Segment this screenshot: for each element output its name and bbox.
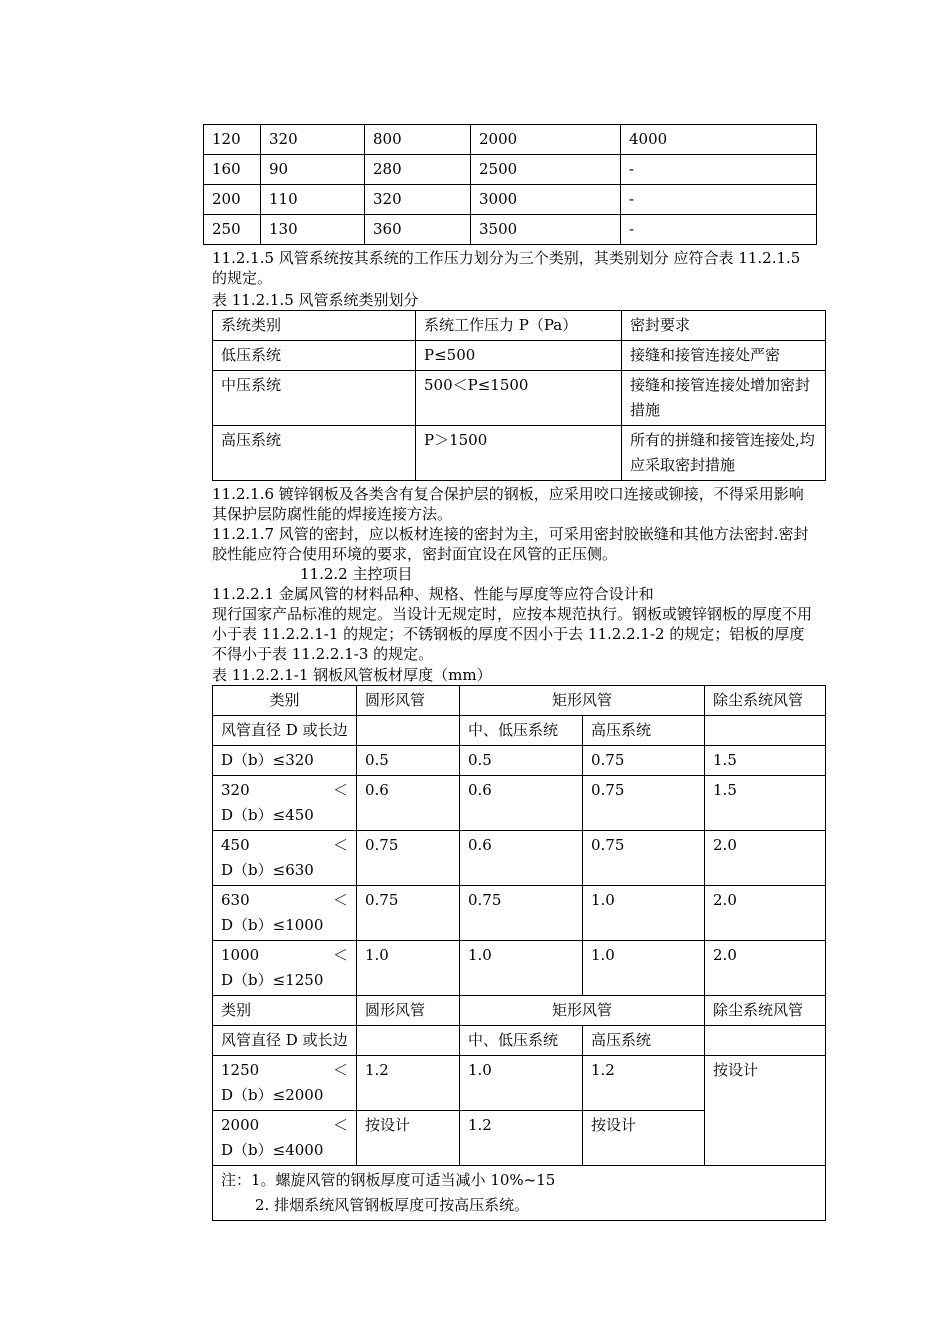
table-cell: 0.6 <box>460 831 583 886</box>
table-cell <box>213 886 357 941</box>
table-row <box>213 426 826 481</box>
header-cell: 除尘系统风管 <box>705 996 826 1026</box>
range-start: 2000 <box>221 1116 260 1134</box>
table-cell: 3500 <box>471 215 621 245</box>
table-row <box>213 1056 826 1111</box>
table-cell: 4000 <box>621 125 817 155</box>
table-cell: 200 <box>204 185 261 215</box>
table-cell: 0.6 <box>460 776 583 831</box>
table-cell: 1.5 <box>705 776 826 831</box>
range-end: D（b）≤1000 <box>221 916 324 934</box>
header-cell: 矩形风管 <box>460 686 705 716</box>
table-cell: 1.0 <box>460 1056 583 1111</box>
table-cell: 130 <box>261 215 365 245</box>
table-cell: 250 <box>204 215 261 245</box>
table-cell: 2.0 <box>705 831 826 886</box>
table-cell: 1.2 <box>357 1056 460 1111</box>
header-cell: 除尘系统风管 <box>705 686 826 716</box>
table-cell: 2.0 <box>705 941 826 996</box>
header-cell: 风管直径 D 或长边 <box>213 1026 357 1056</box>
table-cell: 500＜P≤1500 <box>416 371 622 426</box>
paragraph-11221: 现行国家产品标准的规定。当设计无规定时，应按本规范执行。钢板或镀锌钢板的厚度不用小于表 11.2.2.1-1 的规定；不锈钢板的厚度不因小于去 11.2.2.1-2 的规定；铝板的厚度不得小于表 11.2.2.1-3 的规定。 <box>212 605 813 663</box>
table-cell: 0.75 <box>460 886 583 941</box>
header-cell: 圆形风管 <box>357 686 460 716</box>
range-start: 320 <box>221 781 250 799</box>
range-start: 1250 <box>221 1061 260 1079</box>
table-cell: 接缝和接管连接处增加密封措施 <box>622 371 826 426</box>
less-than-symbol: ＜ <box>332 891 348 909</box>
table-cell <box>213 1111 357 1166</box>
table-caption-11215: 表 11.2.1.5 风管系统类别划分 <box>212 291 419 309</box>
table-cell: 320 <box>261 125 365 155</box>
table-cell <box>213 746 357 776</box>
table-cell: P＞1500 <box>416 426 622 481</box>
table-cell: 1.2 <box>460 1111 583 1166</box>
table-cell <box>213 831 357 886</box>
table-header-row <box>213 716 826 746</box>
table-note <box>213 1166 826 1221</box>
table-row <box>213 886 826 941</box>
range-end: D（b）≤630 <box>221 861 314 879</box>
header-cell <box>705 1026 826 1056</box>
table-cell: 1.2 <box>583 1056 705 1111</box>
table-cell: 按设计 <box>583 1111 705 1166</box>
table-cell <box>213 941 357 996</box>
header-cell: 类别 <box>213 686 357 716</box>
table-cell: 0.6 <box>357 776 460 831</box>
table-cell: 90 <box>261 155 365 185</box>
table-row <box>213 776 826 831</box>
note-line-1: 注：1。螺旋风管的钢板厚度可适当减小 10%~15 <box>221 1171 556 1189</box>
table-row <box>204 155 817 185</box>
table-row <box>213 746 826 776</box>
header-cell: 中、低压系统 <box>460 716 583 746</box>
table-cell: 2000 <box>471 125 621 155</box>
header-cell: 矩形风管 <box>460 996 705 1026</box>
table-cell: 110 <box>261 185 365 215</box>
table-header-row <box>213 996 826 1026</box>
top-table <box>203 124 817 245</box>
table-cell: 所有的拼缝和接管连接处,均应采取密封措施 <box>622 426 826 481</box>
less-than-symbol: ＜ <box>332 836 348 854</box>
less-than-symbol: ＜ <box>332 1061 348 1079</box>
table-cell: 320 <box>365 185 471 215</box>
less-than-symbol: ＜ <box>332 781 348 799</box>
table-cell: 800 <box>365 125 471 155</box>
table-cell: - <box>621 215 817 245</box>
table-cell: 0.75 <box>583 776 705 831</box>
table-header-row <box>213 311 826 341</box>
range-start: D（b）≤320 <box>221 751 314 769</box>
table-row <box>213 341 826 371</box>
table-cell: 低压系统 <box>213 341 416 371</box>
range-start: 630 <box>221 891 250 909</box>
table-header-row <box>213 686 826 716</box>
table-cell: 1.0 <box>357 941 460 996</box>
header-cell <box>357 716 460 746</box>
paragraph-11221-first-line: 11.2.2.1 金属风管的材料品种、规格、性能与厚度等应符合设计和 <box>212 585 654 603</box>
table-cell: 2500 <box>471 155 621 185</box>
table-row <box>204 125 817 155</box>
header-cell: 系统工作压力 P（Pa） <box>416 311 622 341</box>
less-than-symbol: ＜ <box>332 1116 348 1134</box>
table-cell: 160 <box>204 155 261 185</box>
range-end: D（b）≤1250 <box>221 971 324 989</box>
table-row <box>213 941 826 996</box>
header-cell <box>357 1026 460 1056</box>
table-header-row <box>213 1026 826 1056</box>
table-cell: 高压系统 <box>213 426 416 481</box>
header-cell <box>705 716 826 746</box>
header-cell: 高压系统 <box>583 716 705 746</box>
table-cell: P≤500 <box>416 341 622 371</box>
table-row <box>213 371 826 426</box>
table-cell: 1.0 <box>583 886 705 941</box>
header-cell: 密封要求 <box>622 311 826 341</box>
table-cell: 0.75 <box>583 746 705 776</box>
paragraph-11215: 11.2.1.5 风管系统按其系统的工作压力划分为三个类别，其类别划分 应符合表 11.2.1.5 的规定。 <box>212 249 801 287</box>
table-cell: 360 <box>365 215 471 245</box>
table-cell: 0.75 <box>583 831 705 886</box>
table-cell: 0.75 <box>357 831 460 886</box>
table-row <box>204 215 817 245</box>
table-cell <box>213 1056 357 1111</box>
table-cell: 中压系统 <box>213 371 416 426</box>
less-than-symbol: ＜ <box>332 946 348 964</box>
table-11215 <box>212 310 826 481</box>
table-cell: - <box>621 185 817 215</box>
paragraph-11217: 11.2.1.7 风管的密封，应以板材连接的密封为主，可采用密封胶嵌缝和其他方法密封.密封胶性能应符合使用环境的要求，密封面宜设在风管的正压侧。 <box>212 525 809 563</box>
table-cell: 0.5 <box>460 746 583 776</box>
table-cell: 接缝和接管连接处严密 <box>622 341 826 371</box>
table-cell: 2.0 <box>705 886 826 941</box>
table-cell: 1.0 <box>460 941 583 996</box>
table-row <box>204 185 817 215</box>
table-cell: 3000 <box>471 185 621 215</box>
table-cell-merged: 按设计 <box>705 1056 826 1166</box>
paragraph-11216: 11.2.1.6 镀锌钢板及各类含有复合保护层的钢板，应采用咬口连接或铆接，不得采用影响其保护层防腐性能的焊接连接方法。 <box>212 485 804 523</box>
table-cell: 120 <box>204 125 261 155</box>
table-caption-112211: 表 11.2.2.1-1 钢板风管板材厚度（mm） <box>212 666 492 684</box>
table-112211 <box>212 685 826 1221</box>
header-cell: 中、低压系统 <box>460 1026 583 1056</box>
table-cell: 0.5 <box>357 746 460 776</box>
section-heading-1122: 11.2.2 主控项目 <box>300 565 413 583</box>
table-cell: 0.75 <box>357 886 460 941</box>
header-cell: 类别 <box>213 996 357 1026</box>
range-end: D（b）≤2000 <box>221 1086 324 1104</box>
note-line-2: 2. 排烟系统风管钢板厚度可按高压系统。 <box>255 1196 530 1214</box>
header-cell: 高压系统 <box>583 1026 705 1056</box>
table-cell: - <box>621 155 817 185</box>
header-cell: 风管直径 D 或长边 <box>213 716 357 746</box>
header-cell: 圆形风管 <box>357 996 460 1026</box>
range-start: 1000 <box>221 946 260 964</box>
table-row <box>213 831 826 886</box>
range-end: D（b）≤450 <box>221 806 314 824</box>
header-cell: 系统类别 <box>213 311 416 341</box>
table-cell <box>213 776 357 831</box>
table-cell: 1.5 <box>705 746 826 776</box>
range-start: 450 <box>221 836 250 854</box>
table-cell: 1.0 <box>583 941 705 996</box>
range-end: D（b）≤4000 <box>221 1141 324 1159</box>
table-cell: 280 <box>365 155 471 185</box>
table-note-row <box>213 1166 826 1221</box>
table-cell: 按设计 <box>357 1111 460 1166</box>
